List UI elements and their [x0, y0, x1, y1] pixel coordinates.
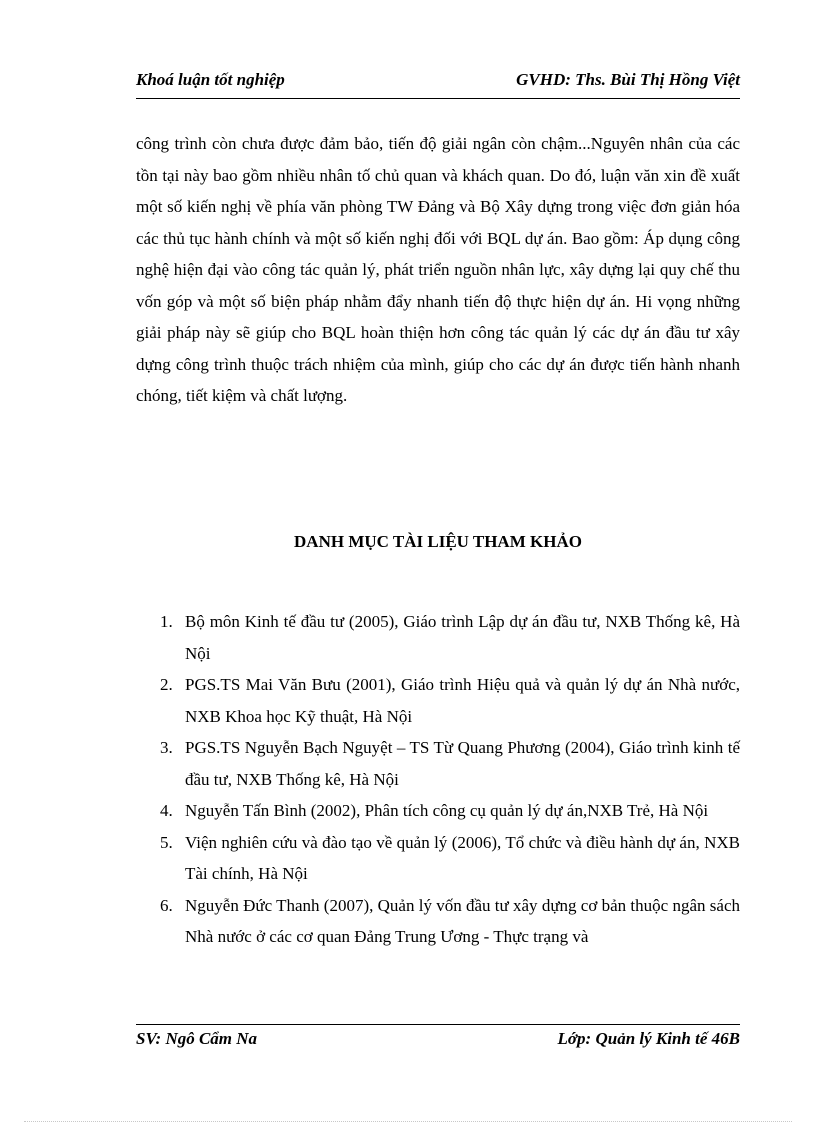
- reference-number: 5.: [160, 832, 173, 852]
- reference-number: 3.: [160, 738, 173, 757]
- reference-text: Nguyễn Đức Thanh (2007), Quản lý vốn đầu tư xây dựng cơ bản thuộc ngân sách Nhà nước ở các cơ quan Đảng Trung Ương - Thực trạng và: [185, 895, 740, 946]
- reference-item: [136, 827, 740, 890]
- reference-list: [136, 606, 740, 953]
- reference-text: Viện nghiên cứu và đào tạo về quản lý (2006), Tổ chức và điều hành dự án, NXB Tài chính, Hà Nội: [185, 832, 740, 883]
- header-thesis-label: Khoá luận tốt nghiệp: [136, 70, 285, 89]
- page-footer: [136, 1029, 740, 1049]
- reference-text: Bộ môn Kinh tế đầu tư (2005), Giáo trình Lập dự án đầu tư, NXB Thống kê, Hà Nội: [185, 612, 740, 663]
- references-heading: DANH MỤC TÀI LIỆU THAM KHẢO: [294, 532, 582, 551]
- reference-number: 1.: [160, 612, 173, 631]
- conclusion-paragraph: công trình còn chưa được đảm bảo, tiến độ giải ngân còn chậm...Nguyên nhân của các tồn tại này bao gồm nhiều nhân tố chủ quan và khách quan. Do đó, luận văn xin đề xuất một số kiến nghị về phía văn phòng TW Đảng và Bộ Xây dựng trong việc đơn giản hóa các thủ tục hành chính và một số kiến nghị đối với BQL dự án. Bao gồm: Áp dụng công nghệ hiện đại vào công tác quản lý, phát triển nguồn nhân lực, xây dựng lại quy chế thu vốn góp và một số biện pháp nhằm đẩy nhanh tiến độ thực hiện dự án. Hi vọng những giải pháp này sẽ giúp cho BQL hoàn thiện hơn công tác quản lý các dự án đầu tư xây dựng công trình thuộc trách nhiệm của mình, giúp cho các dự án được tiến hành nhanh chóng, tiết kiệm và chất lượng.: [136, 134, 740, 405]
- page-edge-divider: [24, 1121, 792, 1122]
- reference-number: 2.: [160, 675, 173, 694]
- footer-student: SV: Ngô Cẩm Na: [136, 1029, 258, 1048]
- reference-item: [136, 732, 740, 795]
- reference-item: [136, 890, 740, 953]
- page-header: [136, 70, 740, 90]
- footer-divider: [136, 1024, 740, 1025]
- reference-number: 4.: [160, 801, 173, 820]
- header-divider: [136, 98, 740, 99]
- reference-text: Nguyễn Tấn Bình (2002), Phân tích công cụ quản lý dự án,NXB Trẻ, Hà Nội: [185, 801, 709, 820]
- reference-item: [136, 795, 740, 827]
- reference-item: [136, 669, 740, 732]
- reference-number: 6.: [160, 895, 173, 915]
- header-supervisor: GVHD: Ths. Bùi Thị Hồng Việt: [516, 70, 740, 89]
- footer-class: Lớp: Quản lý Kinh tế 46B: [557, 1029, 740, 1048]
- reference-text: PGS.TS Mai Văn Bưu (2001), Giáo trình Hiệu quả và quản lý dự án Nhà nước, NXB Khoa học Kỹ thuật, Hà Nội: [185, 675, 740, 726]
- reference-text: PGS.TS Nguyễn Bạch Nguyệt – TS Từ Quang Phương (2004), Giáo trình kinh tế đầu tư, NXB Thống kê, Hà Nội: [185, 738, 740, 789]
- reference-item: [136, 606, 740, 669]
